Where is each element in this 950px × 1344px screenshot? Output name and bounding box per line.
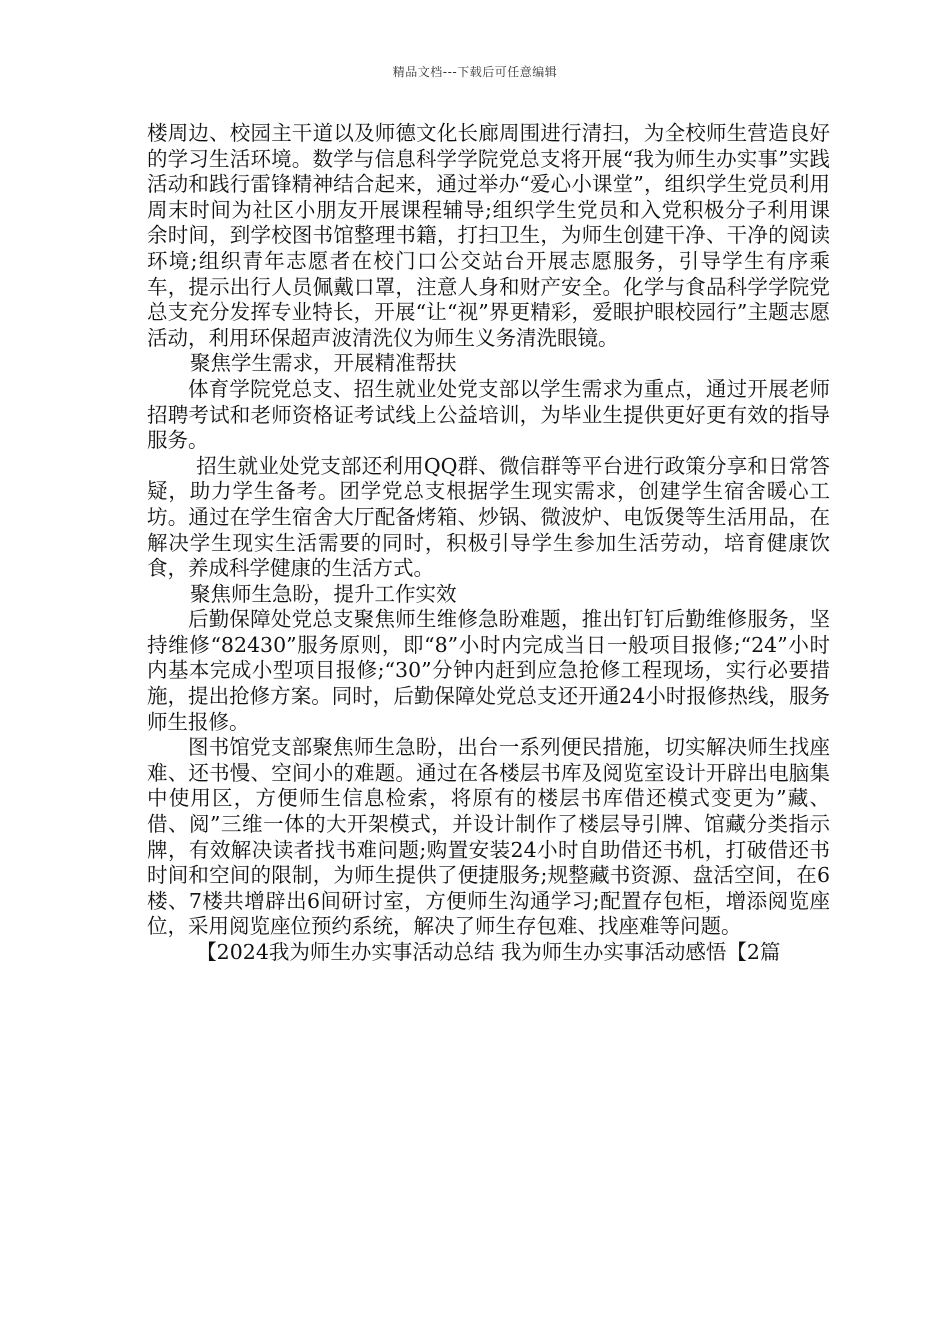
paragraph-cleaning-and-volunteer: 楼周边、校园主干道以及师德文化长廊周围进行清扫，为全校师生营造良好的学习生活环境。数学与信息科学学院党总支将开展“我为师生办实事”实践活动和践行雷锋精神结合起来，通过举办“爱心小课堂”，组织学生党员利用周末时间为社区小朋友开展课程辅导;组织学生党员和入党积极分子利用课余时间，到学校图书馆整理书籍，打扫卫生，为师生创建干净、干净的阅读环境;组织青年志愿者在校门口公交站台开展志愿服务，引导学生有序乘车，提示出行人员佩戴口罩，注意人身和财产安全。化学与食品科学学院党总支充分发挥专业特长，开展“让“视”界更精彩，爱眼护眼校园行”主题志愿活动，利用环保超声波清洗仪为师生义务清洗眼镜。 (147, 121, 830, 350)
paragraph-library: 图书馆党支部聚焦师生急盼，出台一系列便民措施，切实解决师生找座难、还书慢、空间小的难题。通过在各楼层书库及阅览室设计开辟出电脑集中使用区，方便师生信息检索，将原有的楼层书库借还模式变更为”藏、借、阅”三维一体的大开架模式，并设计制作了楼层导引牌、馆藏分类指示牌，有效解决读者找书难问题;购置安装24小时自助借还书机，打破借还书时间和空间的限制，为师生提供了便捷服务;规整藏书资源、盘活空间，在6楼、7楼共增辟出6间研讨室，方便师生沟通学习;配置存包柜，增添阅览座位，采用阅览座位预约系统，解决了师生存包难、找座难等问题。 (147, 735, 830, 939)
paragraph-logistics: 后勤保障处党总支聚焦师生维修急盼难题，推出钉钉后勤维修服务，坚持维修“82430”服务原则，即“8”小时内完成当日一般项目报修;“24”小时内基本完成小型项目报修;“30”分钟内赶到应急抢修工程现场，实行必要措施，提出抢修方案。同时，后勤保障处党总支还开通24小时报修热线，服务师生报修。 (147, 607, 830, 734)
paragraph-pe-college: 体育学院党总支、招生就业处党支部以学生需求为重点，通过开展老师招聘考试和老师资格证考试线上公益培训，为毕业生提供更好更有效的指导服务。 (147, 376, 830, 453)
closing-title-line: 【2024我为师生办实事活动总结 我为师生办实事活动感悟【2篇 (196, 940, 781, 964)
paragraph-admissions-office: 招生就业处党支部还利用QQ群、微信群等平台进行政策分享和日常答疑，助力学生备考。团学党总支根据学生现实需求，创建学生宿舍暖心工坊。通过在学生宿舍大厅配备烤箱、炒锅、微波炉、电饭煲等生活用品，在解决学生现实生活需要的同时，积极引导学生参加生活劳动，培育健康饮食，养成科学健康的生活方式。 (147, 453, 830, 581)
section-heading-urgent-needs: 聚焦师生急盼，提升工作实效 (190, 581, 457, 606)
section-heading-student-needs: 聚焦学生需求，开展精准帮扶 (190, 351, 457, 376)
document-body (147, 121, 830, 966)
page-header: 精品文档---下载后可任意编辑 (392, 65, 558, 79)
